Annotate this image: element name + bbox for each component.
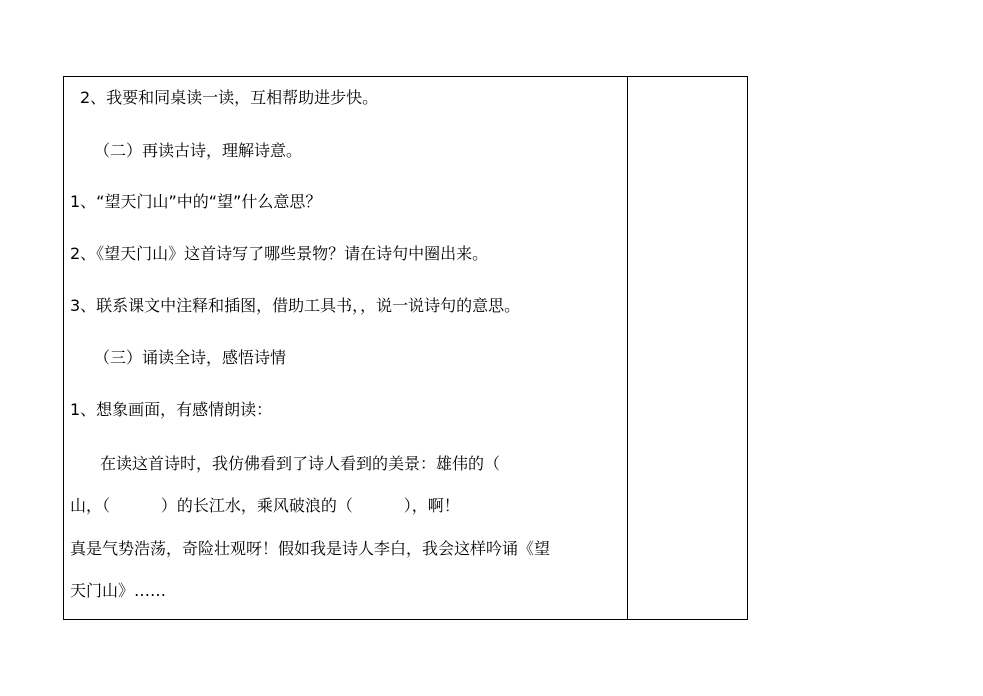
section-heading-2: （二）再读古诗，理解诗意。 <box>94 141 303 160</box>
fill-in-paragraph-line-2: 山，（ ）的长江水，乘风破浪的（ ），啊！ <box>70 496 460 515</box>
notes-cell <box>628 77 747 619</box>
question-2: 2、《望天门山》这首诗写了哪些景物？请在诗句中圈出来。 <box>70 244 489 263</box>
lesson-table <box>63 76 748 620</box>
question-1: 1、“望天门山”中的“望”什么意思？ <box>70 192 322 211</box>
fill-in-paragraph-line-1: 在读这首诗时，我仿佛看到了诗人看到的美景：雄伟的（ <box>100 454 501 473</box>
fill-in-paragraph-line-3: 真是气势浩荡，奇险壮观呀！假如我是诗人李白，我会这样吟诵《望 <box>70 539 551 558</box>
question-3: 3、联系课文中注释和插图，借助工具书，，说一说诗句的意思。 <box>70 296 521 315</box>
lesson-content-cell <box>64 77 627 619</box>
reading-task-2: 2、我要和同桌读一读，互相帮助进步快。 <box>80 88 379 107</box>
task-1: 1、想象画面，有感情朗读： <box>70 400 273 419</box>
section-heading-3: （三）诵读全诗，感悟诗情 <box>94 348 287 367</box>
fill-in-paragraph-line-4: 天门山》…… <box>70 581 167 600</box>
